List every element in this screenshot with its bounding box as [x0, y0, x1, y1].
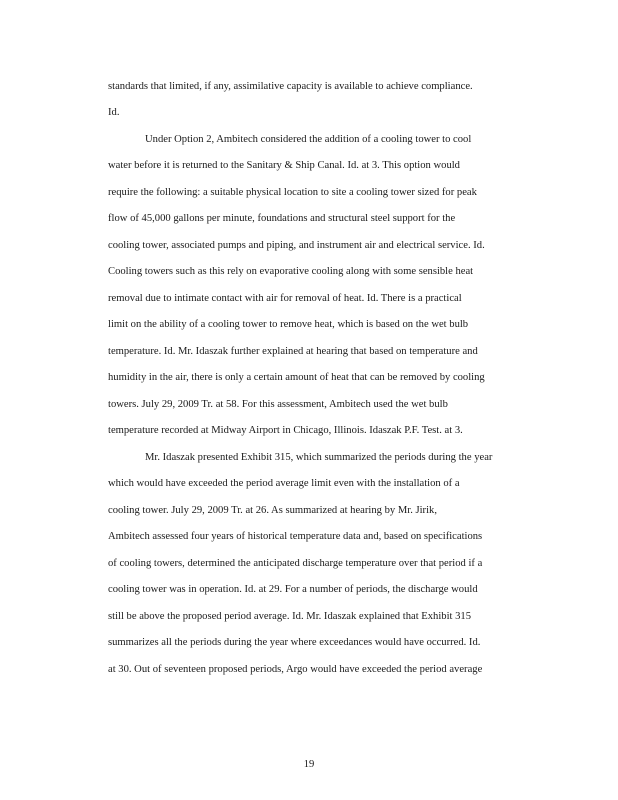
- text-line: flow of 45,000 gallons per minute, foundations and structural steel support for the: [108, 213, 456, 224]
- text-line: temperature. Id. Mr. Idaszak further explained at hearing that based on temperature and: [108, 346, 478, 357]
- text-line: water before it is returned to the Sanitary & Ship Canal. Id. at 3. This option would: [108, 160, 460, 171]
- text-line: humidity in the air, there is only a certain amount of heat that can be removed by cooling: [108, 372, 485, 383]
- text-line: of cooling towers, determined the anticipated discharge temperature over that period if a: [108, 558, 483, 569]
- text-line: which would have exceeded the period average limit even with the installation of a: [108, 478, 460, 489]
- text-line: summarizes all the periods during the year where exceedances would have occurred. Id.: [108, 637, 481, 648]
- text-line: at 30. Out of seventeen proposed periods, Argo would have exceeded the period average: [108, 664, 483, 675]
- text-line: limit on the ability of a cooling tower to remove heat, which is based on the wet bulb: [108, 319, 469, 330]
- text-line: Cooling towers such as this rely on evaporative cooling along with some sensible heat: [108, 266, 474, 277]
- text-line: standards that limited, if any, assimilative capacity is available to achieve compliance.: [108, 81, 473, 92]
- text-line: cooling tower. July 29, 2009 Tr. at 26. As summarized at hearing by Mr. Jirik,: [108, 505, 437, 516]
- text-line: require the following: a suitable physical location to site a cooling tower sized for peak: [108, 187, 477, 198]
- page-number: 19: [303, 759, 315, 770]
- text-line: Id.: [108, 107, 120, 118]
- text-line: cooling tower, associated pumps and piping, and instrument air and electrical service. Id.: [108, 240, 485, 251]
- text-line: towers. July 29, 2009 Tr. at 58. For this assessment, Ambitech used the wet bulb: [108, 399, 448, 410]
- text-line: still be above the proposed period average. Id. Mr. Idaszak explained that Exhibit 315: [108, 611, 472, 622]
- text-line: cooling tower was in operation. Id. at 29. For a number of periods, the discharge would: [108, 584, 478, 595]
- text-line: Under Option 2, Ambitech considered the addition of a cooling tower to cool: [145, 134, 472, 145]
- text-line: removal due to intimate contact with air for removal of heat. Id. There is a practical: [108, 293, 462, 304]
- text-line: Mr. Idaszak presented Exhibit 315, which summarized the periods during the year: [145, 452, 493, 463]
- text-line: Ambitech assessed four years of historical temperature data and, based on specifications: [108, 531, 483, 542]
- text-line: temperature recorded at Midway Airport in Chicago, Illinois. Idaszak P.F. Test. at 3.: [108, 425, 463, 436]
